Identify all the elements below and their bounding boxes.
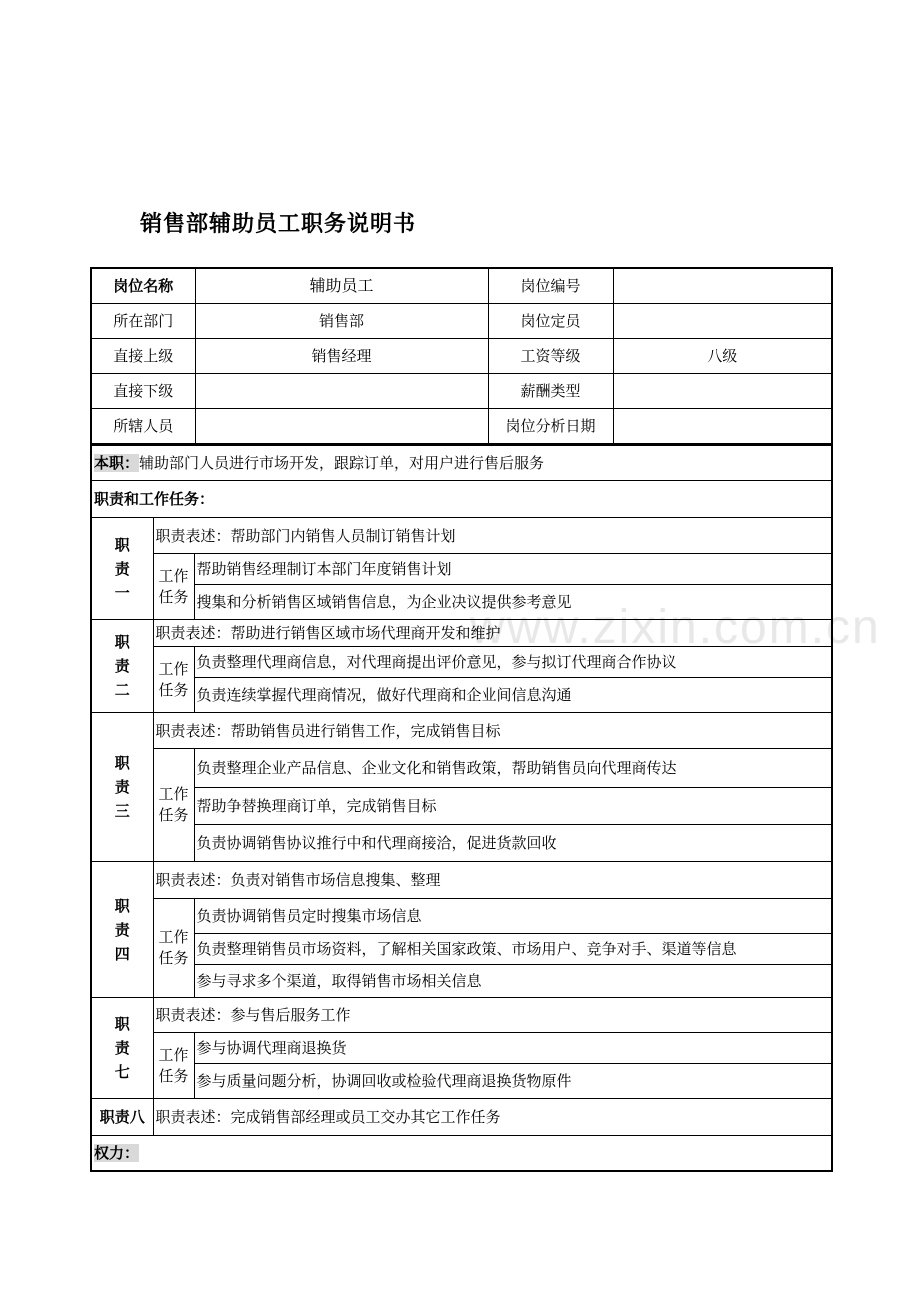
duty-task-row: [91, 899, 832, 934]
duty-task-row: [91, 965, 832, 998]
duty-label: 职责一: [91, 518, 153, 620]
duty-description: 职责表述：参与售后服务工作: [153, 998, 832, 1033]
duty-desc-row: [91, 862, 832, 899]
duty-label: 职责二: [91, 620, 153, 713]
task-label: 工作任务: [153, 1033, 194, 1099]
info-row-4: [91, 374, 832, 409]
duties-header-row: [91, 481, 832, 518]
value-analysis-date: [613, 409, 832, 445]
task-label: 工作任务: [153, 647, 194, 713]
duty-desc-row: [91, 620, 832, 647]
value-direct-subordinate: [195, 374, 488, 409]
duty-task-row: [91, 647, 832, 678]
label-pay-type: 薪酬类型: [488, 374, 613, 409]
power-row: [91, 1136, 832, 1172]
task-item: 负责连续掌握代理商情况，做好代理商和企业间信息沟通: [194, 678, 832, 713]
task-item: 参与寻求多个渠道，取得销售市场相关信息: [194, 965, 832, 998]
duty-label: 职责八: [91, 1099, 153, 1136]
value-headcount: [613, 304, 832, 339]
value-pay-type: [613, 374, 832, 409]
duty-task-row: [91, 934, 832, 965]
value-salary-grade: 八级: [613, 339, 832, 374]
duty-desc-row: [91, 713, 832, 749]
summary-text: 辅助部门人员进行市场开发，跟踪订单，对用户进行售后服务: [139, 454, 545, 472]
duty-task-row: [91, 1033, 832, 1064]
duty-task-row: [91, 788, 832, 825]
task-item: 帮助争替换理商订单，完成销售目标: [194, 788, 832, 825]
summary-cell: [91, 446, 832, 481]
duty-task-row: [91, 678, 832, 713]
task-item: 搜集和分析销售区域销售信息，为企业决议提供参考意见: [194, 585, 832, 620]
task-item: 负责整理销售员市场资料，了解相关国家政策、市场用户、竞争对手、渠道等信息: [194, 934, 832, 965]
info-row-3: [91, 339, 832, 374]
task-item: 帮助销售经理制订本部门年度销售计划: [194, 554, 832, 585]
value-direct-superior: 销售经理: [195, 339, 488, 374]
task-item: 负责协调销售协议推行中和代理商接洽，促进货款回收: [194, 825, 832, 862]
duties-body: [91, 518, 832, 1136]
label-position-name: 岗位名称: [91, 268, 195, 304]
duty-task-row: [91, 554, 832, 585]
task-item: 参与质量问题分析，协调回收或检验代理商退换货物原件: [194, 1064, 832, 1099]
duty-label: 职责三: [91, 713, 153, 862]
summary-row: [91, 446, 832, 481]
value-position-code: [613, 268, 832, 304]
task-label: 工作任务: [153, 749, 194, 862]
value-staff: [195, 409, 488, 445]
job-description-table: [90, 267, 831, 1172]
task-label: 工作任务: [153, 554, 194, 620]
label-headcount: 岗位定员: [488, 304, 613, 339]
label-direct-superior: 直接上级: [91, 339, 195, 374]
duty-task-row: [91, 1064, 832, 1099]
duty-description: 职责表述：帮助进行销售区域市场代理商开发和维护: [153, 620, 832, 647]
task-item: 负责整理企业产品信息、企业文化和销售政策，帮助销售员向代理商传达: [194, 749, 832, 788]
duty-label: 职责七: [91, 998, 153, 1099]
value-department: 销售部: [195, 304, 488, 339]
duty-task-row: [91, 825, 832, 862]
value-position-name: 辅助员工: [195, 268, 488, 304]
duty-description: 职责表述：完成销售部经理或员工交办其它工作任务: [153, 1099, 832, 1136]
label-direct-subordinate: 直接下级: [91, 374, 195, 409]
duty-desc-row: [91, 998, 832, 1033]
info-row-2: [91, 304, 832, 339]
duty-description: 职责表述：帮助部门内销售人员制订销售计划: [153, 518, 832, 554]
info-table: [90, 267, 833, 445]
power-cell: [91, 1136, 832, 1172]
label-analysis-date: 岗位分析日期: [488, 409, 613, 445]
duty-description: 职责表述：负责对销售市场信息搜集、整理: [153, 862, 832, 899]
label-department: 所在部门: [91, 304, 195, 339]
task-item: 负责整理代理商信息，对代理商提出评价意见，参与拟订代理商合作协议: [194, 647, 832, 678]
info-row-5: [91, 409, 832, 445]
page-title: 销售部辅助员工职务说明书: [140, 212, 417, 237]
label-position-code: 岗位编号: [488, 268, 613, 304]
duties-table: [90, 445, 833, 1172]
label-staff: 所辖人员: [91, 409, 195, 445]
summary-label: 本职：: [94, 454, 140, 472]
label-salary-grade: 工资等级: [488, 339, 613, 374]
duty-description: 职责表述：帮助销售员进行销售工作，完成销售目标: [153, 713, 832, 749]
task-item: 参与协调代理商退换货: [194, 1033, 832, 1064]
duty-label: 职责四: [91, 862, 153, 998]
task-item: 负责协调销售员定时搜集市场信息: [194, 899, 832, 934]
duty-task-row: [91, 585, 832, 620]
task-label: 工作任务: [153, 899, 194, 998]
info-row-1: [91, 268, 832, 304]
duties-header: 职责和工作任务：: [91, 481, 832, 518]
duty-desc-row: [91, 518, 832, 554]
power-label: 权力：: [94, 1144, 140, 1162]
duty-task-row: [91, 749, 832, 788]
watermark: www.zixin.com.cn: [470, 601, 881, 654]
duty-desc-row: [91, 1099, 832, 1136]
